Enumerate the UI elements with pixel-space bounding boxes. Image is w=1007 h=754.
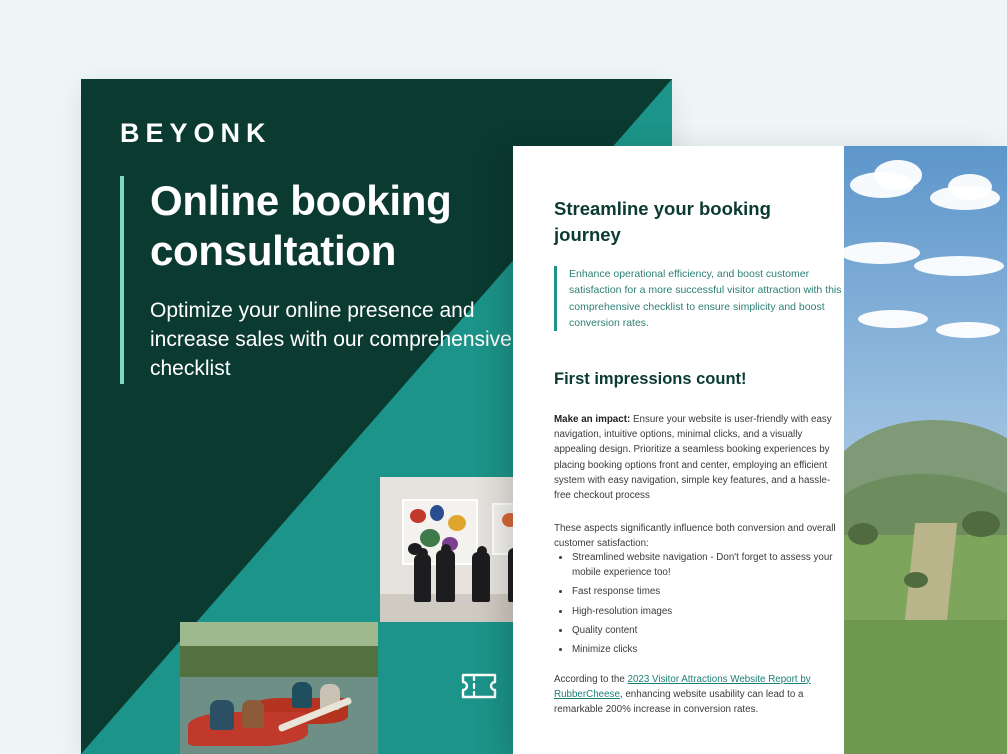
list-item: Quality content xyxy=(554,623,844,638)
impact-paragraph xyxy=(554,412,837,504)
inner-page-text-column xyxy=(513,146,844,754)
list-item: Minimize clicks xyxy=(554,642,844,657)
source-paragraph xyxy=(554,672,837,718)
list-item: Fast response times xyxy=(554,584,844,599)
source-link[interactable]: 2023 Visitor Attractions Website Report by RubberCheese xyxy=(554,673,811,701)
countryside-landscape-photo xyxy=(844,146,1007,754)
page-title: Online booking consultation xyxy=(150,177,452,274)
list-item: Streamlined website navigation - Don't forget to assess your mobile experience too! xyxy=(554,550,844,580)
kayaking-photo xyxy=(180,622,378,754)
impact-body: Ensure your website is user-friendly with easy navigation, intuitive options, minimal clicks, and a visually appealing design. Prioritize a seamless booking experiences by placing booking options front and center, employing an efficient system with easy navigation, simple key features, and a hassle-free checkout process xyxy=(554,413,832,502)
cover-title-block xyxy=(120,176,550,384)
section-heading: First impressions count! xyxy=(554,370,747,388)
page-subtitle: Optimize your online presence and increase sales with our comprehensive checklist xyxy=(150,299,512,381)
source-prefix: According to the xyxy=(554,673,628,685)
inner-heading: Streamline your booking journey xyxy=(554,198,771,245)
list-item: High-resolution images xyxy=(554,604,844,619)
impact-label: Make an impact: xyxy=(554,413,631,425)
source-suffix: , enhancing website usability can lead to a remarkable 200% increase in conversion rates. xyxy=(554,689,804,716)
inner-page xyxy=(513,146,1007,754)
checklist-bullets xyxy=(554,550,844,661)
beyonk-logo: BEYONK xyxy=(120,118,272,148)
aspects-paragraph: These aspects significantly influence both conversion and overall customer satisfaction: xyxy=(554,522,836,550)
callout-block: Enhance operational efficiency, and boost customer satisfaction for a more successful visitor attraction with this comprehensive checklist to ensure simplicity and boost conversion rates. xyxy=(554,266,844,331)
ticket-icon xyxy=(460,671,498,706)
